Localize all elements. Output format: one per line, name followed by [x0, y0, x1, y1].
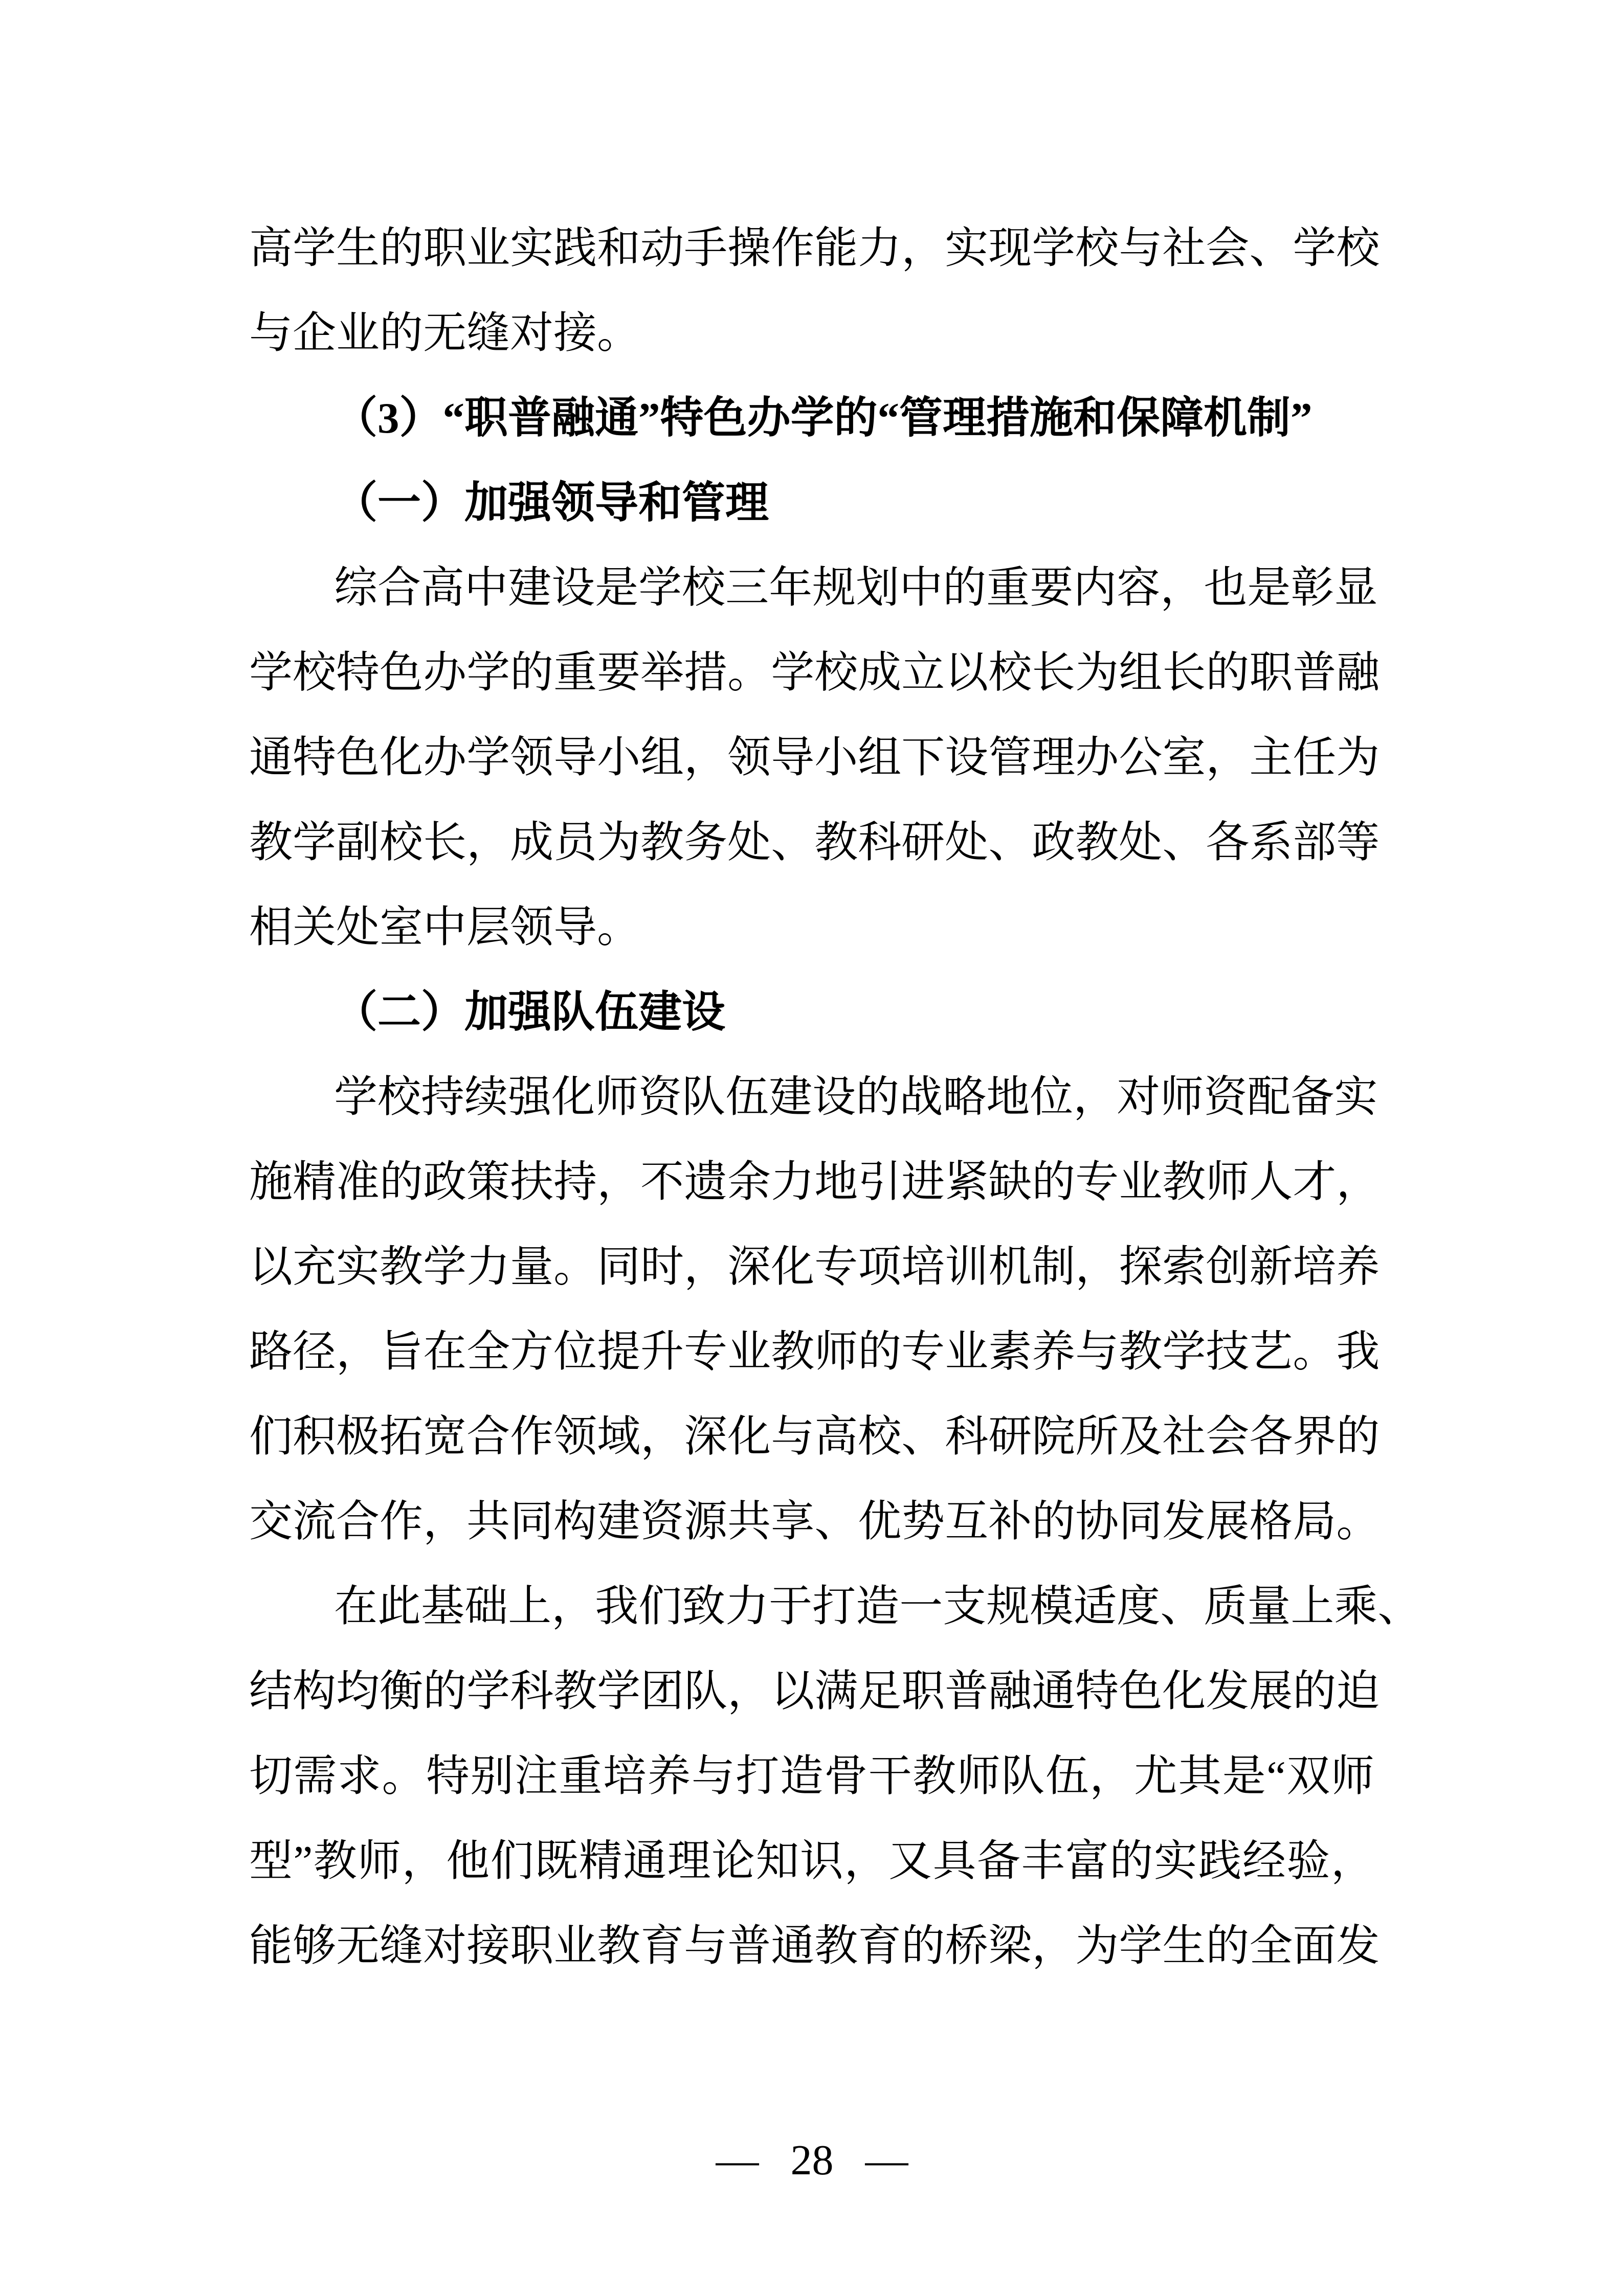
document-body: [249, 206, 1421, 1989]
text-line: 交 流 合 作 ， 共 同 构 建 资 源 共 享 、 优 势 互 补 的 协 同 发 展 格 局 。: [249, 1498, 1380, 1546]
text-line: 教 学 副 校 长 ， 成 员 为 教 务 处 、 教 科 研 处 、 政 教 处 、 各 系 部 等: [249, 819, 1380, 867]
text-line: 在 此 基 础 上 ， 我 们 致 力 于 打 造 一 支 规 模 适 度 、 质 量 上 乘 、: [334, 1583, 1421, 1631]
text-line: 结 构 均 衡 的 学 科 教 学 团 队 ， 以 满 足 职 普 融 通 特 色 化 发 展 的 迫: [249, 1668, 1380, 1716]
text-line: 学 校 持 续 强 化 师 资 队 伍 建 设 的 战 略 地 位 ， 对 师 资 配 备 实: [334, 1073, 1378, 1121]
footer-dash-left: —: [716, 2136, 759, 2184]
text-line: 与企业的无缝对接。: [249, 309, 641, 357]
page-number: 28: [790, 2136, 834, 2184]
section-heading: （3）“职普融通”特色办学的“管理措施和保障机制”: [334, 394, 1312, 442]
subsection-heading: （二）加强队伍建设: [334, 988, 726, 1037]
page-footer: [0, 2127, 1624, 2194]
subsection-heading: （一）加强领导和管理: [334, 479, 769, 527]
text-line: 综 合 高 中 建 设 是 学 校 三 年 规 划 中 的 重 要 内 容 ， 也 是 彰 显: [334, 564, 1378, 612]
footer-dash-right: —: [865, 2136, 908, 2184]
text-line: 切 需 求 。 特 别 注 重 培 养 与 打 造 骨 干 教 师 队 伍 ， 尤 其 是 “ 双 师: [249, 1752, 1374, 1800]
text-line: 路 径 ， 旨 在 全 方 位 提 升 专 业 教 师 的 专 业 素 养 与 教 学 技 艺 。 我: [249, 1328, 1380, 1376]
text-line: 高 学 生 的 职 业 实 践 和 动 手 操 作 能 力 ， 实 现 学 校 与 社 会 、 学 校: [249, 224, 1380, 273]
text-line: 型 ” 教 师 ， 他 们 既 精 通 理 论 知 识 ， 又 具 备 丰 富 的 实 践 经 验 ，: [249, 1837, 1374, 1885]
text-line: 们 积 极 拓 宽 合 作 领 域 ， 深 化 与 高 校 、 科 研 院 所 及 社 会 各 界 的: [249, 1413, 1380, 1461]
text-line: 能 够 无 缝 对 接 职 业 教 育 与 普 通 教 育 的 桥 梁 ， 为 学 生 的 全 面 发: [249, 1922, 1380, 1970]
text-line: 施 精 准 的 政 策 扶 持 ， 不 遗 余 力 地 引 进 紧 缺 的 专 业 教 师 人 才 ，: [249, 1158, 1380, 1206]
text-line: 相关处室中层领导。: [249, 904, 641, 952]
text-line: 通 特 色 化 办 学 领 导 小 组 ， 领 导 小 组 下 设 管 理 办 公 室 ， 主 任 为: [249, 734, 1380, 782]
text-line: 学 校 特 色 办 学 的 重 要 举 措 。 学 校 成 立 以 校 长 为 组 长 的 职 普 融: [249, 649, 1380, 697]
text-line: 以 充 实 教 学 力 量 。 同 时 ， 深 化 专 项 培 训 机 制 ， 探 索 创 新 培 养: [249, 1243, 1380, 1291]
